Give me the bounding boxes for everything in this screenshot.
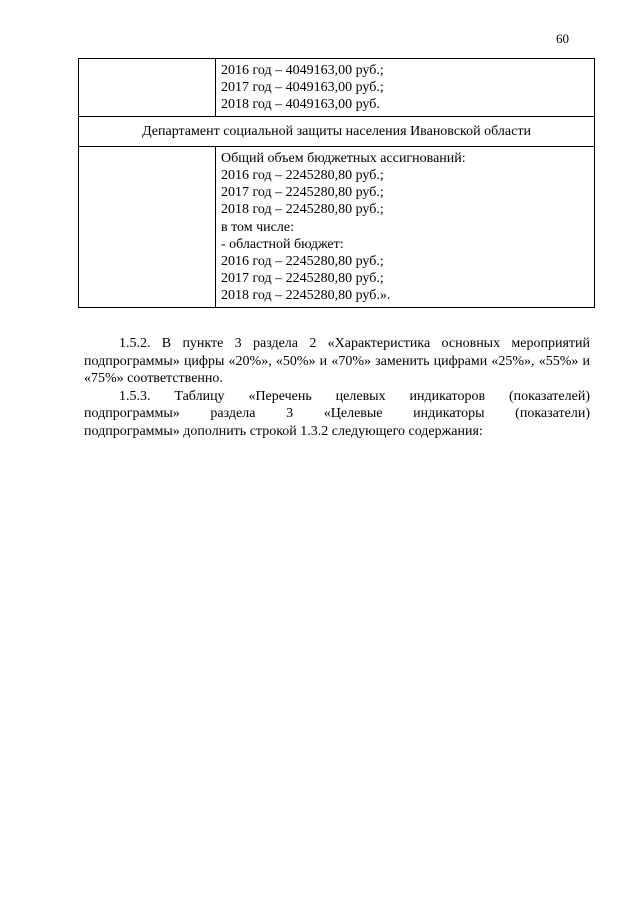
paragraph-1-5-3-line-1: 1.5.3. Таблицу «Перечень целевых индикаторов (показателей)	[119, 388, 590, 404]
allocation-line: Общий объем бюджетных ассигнований:	[221, 150, 466, 166]
budget-table	[78, 58, 595, 308]
department-heading: Департамент социальной защиты населения Ивановской области	[79, 116, 595, 146]
allocation-line: 2018 год – 4049163,00 руб.	[221, 97, 380, 113]
allocation-line: 2016 год – 2245280,80 руб.;	[221, 168, 384, 184]
table-row-2016-2018-totals	[79, 59, 595, 117]
allocation-line: - областной бюджет:	[221, 236, 344, 252]
allocation-line: 2017 год – 4049163,00 руб.;	[221, 80, 384, 96]
paragraph-1-5-3-line-3: подпрограммы» дополнить строкой 1.3.2 следующего содержания:	[84, 423, 483, 439]
empty-cell	[79, 146, 216, 307]
table-row-department	[79, 116, 595, 146]
allocation-line: 2016 год – 4049163,00 руб.;	[221, 63, 384, 78]
allocation-line: 2017 год – 2245280,80 руб.;	[221, 271, 384, 287]
table-row-department-budget	[79, 146, 595, 307]
allocation-cell	[216, 59, 595, 117]
body-text	[84, 335, 590, 440]
allocation-line: в том числе:	[221, 219, 294, 235]
allocation-line: 2017 год – 2245280,80 руб.;	[221, 185, 384, 201]
paragraph-1-5-3-line-2: подпрограммы» раздела 3 «Целевые индикаторы (показатели)	[84, 406, 590, 421]
allocation-line: 2018 год – 2245280,80 руб.;	[221, 202, 384, 218]
paragraph-1-5-2: 1.5.2. В пункте 3 раздела 2 «Характеристика основных мероприятий подпрограммы» цифры «20%», «50%» и «70%» заменить цифрами «25%», «55%» и «75%» соответственно.	[84, 336, 590, 386]
allocation-cell	[216, 146, 595, 307]
allocation-line: 2016 год – 2245280,80 руб.;	[221, 254, 384, 270]
empty-cell	[79, 59, 216, 117]
allocation-line: 2018 год – 2245280,80 руб.».	[221, 288, 391, 304]
page-number: 60	[556, 31, 569, 46]
